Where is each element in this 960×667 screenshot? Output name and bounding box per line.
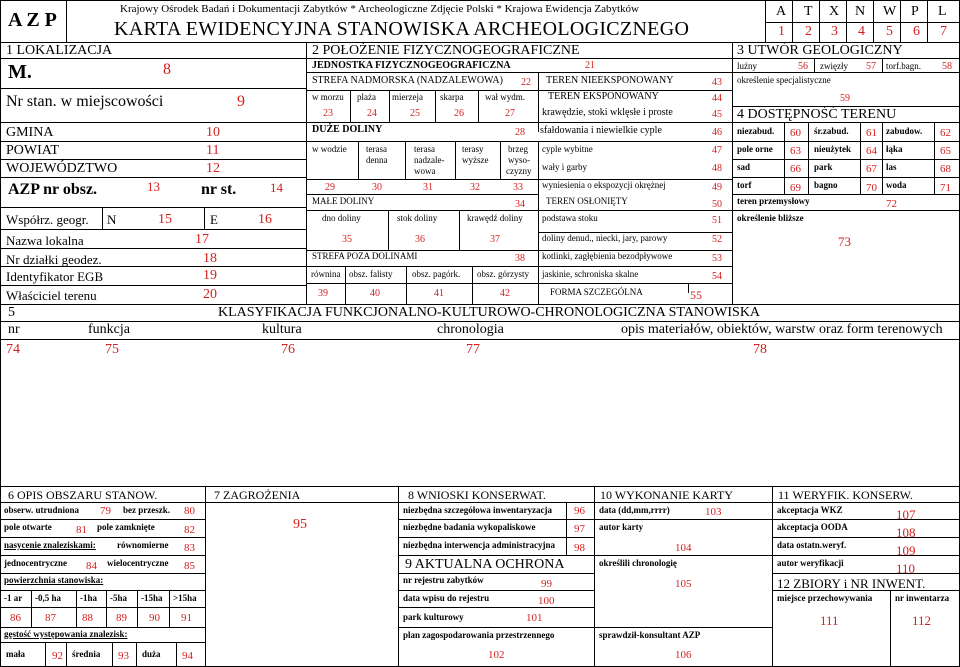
s9-title: 9 AKTUALNA OCHRONA bbox=[405, 557, 565, 572]
wlasciciel-label: Właściciel terenu bbox=[6, 288, 97, 303]
s12-title: 12 ZBIORY i NR INWENT. bbox=[777, 576, 926, 591]
n29: 29 bbox=[325, 182, 335, 193]
s5-number: 5 bbox=[8, 305, 15, 320]
n112: 112 bbox=[912, 613, 932, 628]
s7-title: 7 ZAGROŻENIA bbox=[214, 488, 301, 502]
s1-title: 1 LOKALIZACJA bbox=[6, 43, 113, 58]
col-chronologia: chronologia bbox=[437, 322, 504, 337]
przemyslowy-label: teren przemysłowy bbox=[737, 196, 810, 206]
nazwa-num: 17 bbox=[195, 232, 209, 247]
n105: 105 bbox=[675, 578, 692, 590]
s3-title: 3 UTWÓR GEOLOGICZNY bbox=[737, 43, 903, 58]
n96: 96 bbox=[574, 505, 585, 517]
nieuzytek-label: nieużytek bbox=[814, 144, 851, 154]
kotlinki-label: kotlinki, zagłębienia bezodpływowe bbox=[542, 251, 673, 261]
n40: 40 bbox=[370, 288, 380, 299]
jaskinie-label: jaskinie, schroniska skalne bbox=[542, 269, 639, 279]
terasa-denna-line1: terasa bbox=[366, 144, 387, 154]
nr-dzialki-num: 18 bbox=[203, 251, 217, 266]
n48: 48 bbox=[712, 163, 722, 174]
n100: 100 bbox=[538, 595, 555, 607]
code-2: 2 bbox=[805, 24, 812, 39]
srzabud-label: śr.zabud. bbox=[814, 126, 849, 136]
n58: 58 bbox=[942, 61, 952, 72]
pow-05ha: -0,5 ha bbox=[35, 593, 62, 603]
pow-gt15ha: >15ha bbox=[173, 593, 197, 603]
n109: 109 bbox=[896, 543, 916, 558]
n108: 108 bbox=[896, 525, 916, 540]
code-1: 1 bbox=[778, 24, 785, 39]
n62: 62 bbox=[940, 127, 951, 139]
n86: 86 bbox=[10, 612, 21, 624]
egb-label: Identyfikator EGB bbox=[6, 269, 104, 284]
n72: 72 bbox=[886, 198, 897, 210]
powiat-label: POWIAT bbox=[6, 143, 59, 158]
nr-st-label: nr st. bbox=[201, 181, 237, 198]
miejsce-label: miejsce przechowywania bbox=[777, 593, 873, 603]
pagork-label: obsz. pagórk. bbox=[412, 269, 461, 279]
n111: 111 bbox=[820, 613, 839, 628]
institutions-line: Krajowy Ośrodek Badań i Dokumentacji Zabytków * Archeologiczne Zdjęcie Polski * Krajowa Ewidencja Zabytków bbox=[120, 3, 639, 15]
n64: 64 bbox=[866, 145, 877, 157]
zwiezly-label: zwięzły bbox=[820, 61, 848, 71]
chronologie-label: określili chronologię bbox=[599, 558, 677, 568]
n110: 110 bbox=[896, 561, 916, 576]
brzeg-line3: czyzny bbox=[506, 166, 532, 176]
ooda-label: akceptacja OODA bbox=[777, 522, 848, 532]
n73: 73 bbox=[838, 234, 851, 249]
col-nr: nr bbox=[8, 322, 20, 337]
n56: 56 bbox=[798, 61, 808, 72]
n43: 43 bbox=[712, 77, 722, 88]
podstawa-label: podstawa stoku bbox=[542, 213, 598, 223]
nr-stan-num: 9 bbox=[237, 93, 245, 110]
letter-x: X bbox=[829, 4, 840, 19]
torf-bagn-label: torf.bagn. bbox=[886, 61, 921, 71]
n26: 26 bbox=[454, 108, 464, 119]
n69: 69 bbox=[790, 182, 801, 194]
letter-t: T bbox=[804, 4, 813, 19]
n66: 66 bbox=[790, 163, 801, 175]
col-kultura: kultura bbox=[262, 322, 302, 337]
zabudow-label: zabudow. bbox=[886, 126, 923, 136]
rownina-label: równina bbox=[311, 269, 341, 279]
stok-label: stok doliny bbox=[397, 213, 438, 223]
bez-label: bez przeszk. bbox=[123, 505, 170, 515]
n35: 35 bbox=[342, 234, 352, 245]
w-wodzie-label: w wodzie bbox=[312, 144, 347, 154]
n85: 85 bbox=[184, 560, 195, 572]
n37: 37 bbox=[490, 234, 500, 245]
gmina-label: GMINA bbox=[6, 125, 54, 140]
okreslenie-spec-label: określenie specjalistyczne bbox=[737, 75, 831, 85]
azp-label: A Z P bbox=[8, 9, 57, 31]
s11-title: 11 WERYFIK. KONSERW. bbox=[778, 488, 913, 502]
duze-label: DUŻE DOLINY bbox=[312, 124, 383, 135]
terasy-wyzsze-line1: terasy bbox=[462, 144, 484, 154]
n51: 51 bbox=[712, 215, 722, 226]
n89: 89 bbox=[116, 612, 127, 624]
krawedz-label: krawędź doliny bbox=[467, 213, 523, 223]
code-7: 7 bbox=[940, 24, 947, 39]
plan-label: plan zagospodarowania przestrzennego bbox=[403, 630, 555, 640]
dno-label: dno doliny bbox=[322, 213, 361, 223]
n45: 45 bbox=[712, 109, 722, 120]
n47: 47 bbox=[712, 145, 722, 156]
n36: 36 bbox=[415, 234, 425, 245]
s8-title: 8 WNIOSKI KONSERWAT. bbox=[408, 488, 546, 502]
terasa-nadz-line1: terasa bbox=[414, 144, 435, 154]
s4-title: 4 DOSTĘPNOŚĆ TERENU bbox=[737, 107, 897, 122]
bagno-label: bagno bbox=[814, 180, 838, 190]
nr-st-num: 14 bbox=[270, 180, 283, 195]
doliny-denud-label: doliny denud., niecki, jary, parowy bbox=[542, 233, 668, 243]
cyple-label: cyple wybitne bbox=[542, 144, 593, 154]
wlasciciel-num: 20 bbox=[203, 287, 217, 302]
park-kult-label: park kulturowy bbox=[403, 612, 464, 622]
n67: 67 bbox=[866, 163, 877, 175]
wojewodztwo-label: WOJEWÓDZTWO bbox=[6, 161, 118, 176]
n83: 83 bbox=[184, 542, 195, 554]
n81: 81 bbox=[76, 524, 87, 536]
m-label: M. bbox=[8, 61, 32, 83]
n78: 78 bbox=[753, 342, 767, 357]
terasa-nadz-line2: nadzale- bbox=[414, 155, 445, 165]
col-funkcja: funkcja bbox=[88, 322, 130, 337]
data-label: data (dd,mm,rrrr) bbox=[599, 505, 670, 515]
n49: 49 bbox=[712, 182, 722, 193]
n90: 90 bbox=[149, 612, 160, 624]
s5-heading: KLASYFIKACJA FUNKCJONALNO-KULTUROWO-CHRONOLOGICZNA STANOWISKA bbox=[218, 305, 761, 320]
n44: 44 bbox=[712, 93, 722, 104]
falisty-label: obsz. falisty bbox=[349, 269, 393, 279]
n-label: N bbox=[107, 212, 117, 227]
autor-label: autor karty bbox=[599, 522, 644, 532]
pow-15ha: -15ha bbox=[141, 593, 163, 603]
interwencja-label: niezbędna interwencja administracyjna bbox=[403, 540, 555, 550]
egb-num: 19 bbox=[203, 268, 217, 283]
brzeg-line2: wyso- bbox=[508, 155, 530, 165]
s2-title: 2 POŁOŻENIE FIZYCZNOGEOGRAFICZNE bbox=[312, 43, 580, 58]
n84: 84 bbox=[86, 560, 97, 572]
n34: 34 bbox=[515, 199, 525, 210]
n99: 99 bbox=[541, 578, 552, 590]
n31: 31 bbox=[423, 182, 433, 193]
mala-label: mała bbox=[6, 649, 25, 659]
n70: 70 bbox=[866, 182, 877, 194]
n101: 101 bbox=[526, 612, 543, 624]
n57: 57 bbox=[866, 61, 876, 72]
wojewodztwo-num: 12 bbox=[206, 161, 220, 176]
n61: 61 bbox=[866, 127, 877, 139]
n22: 22 bbox=[521, 77, 531, 88]
n46: 46 bbox=[712, 127, 722, 138]
wkz-label: akceptacja WKZ bbox=[777, 505, 843, 515]
jednostka-label: JEDNOSTKA FIZYCZNOGEOGRAFICZNA bbox=[312, 60, 511, 71]
n68: 68 bbox=[940, 163, 951, 175]
duza-label: duża bbox=[142, 649, 161, 659]
n87: 87 bbox=[45, 612, 56, 624]
n53: 53 bbox=[712, 253, 722, 264]
ostatn-label: data ostatn.weryf. bbox=[777, 540, 847, 550]
plaza-label: plaża bbox=[357, 92, 376, 102]
n23: 23 bbox=[323, 108, 333, 119]
n98: 98 bbox=[574, 542, 585, 554]
n52: 52 bbox=[712, 234, 722, 245]
m-num: 8 bbox=[163, 61, 171, 78]
laka-label: łąka bbox=[886, 144, 903, 154]
n106: 106 bbox=[675, 649, 692, 661]
gmina-num: 10 bbox=[206, 125, 220, 140]
powierzchnia-label: powierzchnia stanowiska: bbox=[4, 575, 104, 585]
n21: 21 bbox=[585, 60, 595, 71]
n103: 103 bbox=[705, 506, 722, 518]
s6-title: 6 OPIS OBSZARU STANOW. bbox=[8, 488, 158, 502]
terasa-denna-line2: denna bbox=[366, 155, 388, 165]
woda-label: woda bbox=[886, 180, 907, 190]
wspolrz-label: Współrz. geogr. bbox=[6, 212, 89, 227]
e-label: E bbox=[210, 212, 218, 227]
n79: 79 bbox=[100, 505, 111, 517]
code-4: 4 bbox=[858, 24, 865, 39]
strefa-nad-label: STREFA NADMORSKA (NADZALEWOWA) bbox=[312, 75, 503, 86]
s10-title: 10 WYKONANIE KARTY bbox=[600, 488, 734, 502]
n75: 75 bbox=[105, 342, 119, 357]
letter-p: P bbox=[911, 4, 919, 19]
torf-label: torf bbox=[737, 180, 752, 190]
zamkniete-label: pole zamknięte bbox=[97, 522, 155, 532]
data-wpisu-label: data wpisu do rejestru bbox=[403, 593, 490, 603]
n92: 92 bbox=[52, 650, 63, 662]
forma-label: FORMA SZCZEGÓLNA bbox=[550, 287, 643, 297]
krawedzie-label: krawędzie, stoki wklęsłe i proste bbox=[542, 107, 673, 118]
n88: 88 bbox=[82, 612, 93, 624]
n-num: 15 bbox=[158, 212, 172, 227]
park-label: park bbox=[814, 162, 833, 172]
n27: 27 bbox=[505, 108, 515, 119]
n80: 80 bbox=[184, 505, 195, 517]
code-3: 3 bbox=[831, 24, 838, 39]
inwentaryzacja-label: niezbędna szczegółowa inwentaryzacja bbox=[403, 505, 552, 515]
nazwa-label: Nazwa lokalna bbox=[6, 233, 84, 248]
azp-obsz-label: AZP nr obsz. bbox=[8, 181, 98, 198]
col-opis: opis materiałów, obiektów, warstw oraz form terenowych bbox=[621, 322, 943, 337]
pow-1ha: -1ha bbox=[80, 593, 98, 603]
n30: 30 bbox=[372, 182, 382, 193]
niezabud-label: niezabud. bbox=[737, 126, 775, 136]
gorzysty-label: obsz. górzysty bbox=[477, 269, 529, 279]
wielocentryczne-label: wielocentryczne bbox=[107, 558, 169, 568]
teren-eks-label: TEREN EKSPONOWANY bbox=[548, 91, 659, 102]
n94: 94 bbox=[182, 650, 193, 662]
n97: 97 bbox=[574, 523, 585, 535]
n76: 76 bbox=[281, 342, 295, 357]
n50: 50 bbox=[712, 199, 722, 210]
brzeg-line1: brzeg bbox=[508, 144, 528, 154]
n28: 28 bbox=[515, 127, 525, 138]
luzny-label: luźny bbox=[737, 61, 757, 71]
srednia-label: średnia bbox=[72, 649, 101, 659]
nr-dzialki-label: Nr działki geodez. bbox=[6, 252, 102, 267]
n82: 82 bbox=[184, 524, 195, 536]
nr-stan-label: Nr stan. w miejscowości bbox=[6, 93, 164, 110]
page-title: KARTA EWIDENCYJNA STANOWISKA ARCHEOLOGICZNEGO bbox=[114, 18, 690, 40]
sad-label: sad bbox=[737, 162, 751, 172]
rownomierne-label: równomierne bbox=[117, 540, 169, 550]
powiat-num: 11 bbox=[206, 143, 220, 158]
inwentarz-label: nr inwentarza bbox=[895, 593, 950, 603]
mierzeja-label: mierzeja bbox=[392, 92, 423, 102]
male-label: MAŁE DOLINY bbox=[312, 196, 375, 206]
letter-a: A bbox=[776, 4, 787, 19]
n25: 25 bbox=[410, 108, 420, 119]
las-label: las bbox=[886, 162, 897, 172]
sfaldowania-label: sfałdowania i niewielkie cyple bbox=[540, 125, 662, 136]
pow-1ar: -1 ar bbox=[4, 593, 23, 603]
pow-5ha: -5ha bbox=[110, 593, 128, 603]
n91: 91 bbox=[181, 612, 192, 624]
n65: 65 bbox=[940, 145, 951, 157]
gestosc-label: gęstość występowania znalezisk: bbox=[4, 629, 128, 639]
n39: 39 bbox=[318, 288, 328, 299]
letter-l: L bbox=[938, 4, 947, 19]
n54: 54 bbox=[712, 271, 722, 282]
n104: 104 bbox=[675, 542, 692, 554]
waly-label: wały i garby bbox=[542, 162, 587, 172]
n41: 41 bbox=[434, 288, 444, 299]
n93: 93 bbox=[118, 650, 129, 662]
n102: 102 bbox=[488, 649, 505, 661]
terasa-nadz-line3: wowa bbox=[414, 166, 436, 176]
azp-obsz-num: 13 bbox=[147, 179, 160, 194]
n77: 77 bbox=[466, 342, 480, 357]
e-num: 16 bbox=[258, 212, 272, 227]
rejestr-label: nr rejestru zabytków bbox=[403, 575, 484, 585]
jednocentryczne-label: jednocentryczne bbox=[4, 558, 67, 568]
teren-oslon-label: TEREN OSŁONIĘTY bbox=[546, 196, 628, 206]
otwarte-label: pole otwarte bbox=[4, 522, 52, 532]
n33: 33 bbox=[513, 182, 523, 193]
teren-nieeks-label: TEREN NIEEKSPONOWANY bbox=[546, 75, 674, 86]
strefa-poza-label: STREFA POZA DOLINAMI bbox=[312, 251, 418, 261]
weryfikacji-label: autor weryfikacji bbox=[777, 558, 844, 568]
code-6: 6 bbox=[913, 24, 920, 39]
wyniesienia-label: wyniesienia o ekspozycji okrężnej bbox=[542, 180, 666, 190]
w-morzu-label: w morzu bbox=[312, 92, 344, 102]
n74: 74 bbox=[6, 342, 20, 357]
letter-n: N bbox=[855, 4, 866, 19]
n63: 63 bbox=[790, 145, 801, 157]
n60: 60 bbox=[790, 127, 801, 139]
wal-label: wał wydm. bbox=[485, 92, 525, 102]
code-5: 5 bbox=[886, 24, 893, 39]
skarpa-label: skarpa bbox=[440, 92, 464, 102]
n55: 55 bbox=[690, 288, 702, 302]
obserw-label: obserw. utrudniona bbox=[4, 505, 80, 515]
n32: 32 bbox=[470, 182, 480, 193]
n95: 95 bbox=[293, 517, 307, 532]
konsultant-label: sprawdził-konsultant AZP bbox=[599, 630, 701, 640]
n71: 71 bbox=[940, 182, 951, 194]
n24: 24 bbox=[367, 108, 377, 119]
nasycenie-label: nasycenie znaleziskami: bbox=[4, 540, 96, 550]
okreslenie-blizsze-label: określenie bliższe bbox=[737, 213, 804, 223]
n107: 107 bbox=[896, 507, 916, 522]
badania-label: niezbędne badania wykopaliskowe bbox=[403, 522, 536, 532]
pole-orne-label: pole orne bbox=[737, 144, 773, 154]
n38: 38 bbox=[515, 253, 525, 264]
terasy-wyzsze-line2: wyższe bbox=[462, 155, 489, 165]
n59: 59 bbox=[840, 93, 850, 104]
n42: 42 bbox=[500, 288, 510, 299]
letter-w: W bbox=[883, 4, 897, 19]
